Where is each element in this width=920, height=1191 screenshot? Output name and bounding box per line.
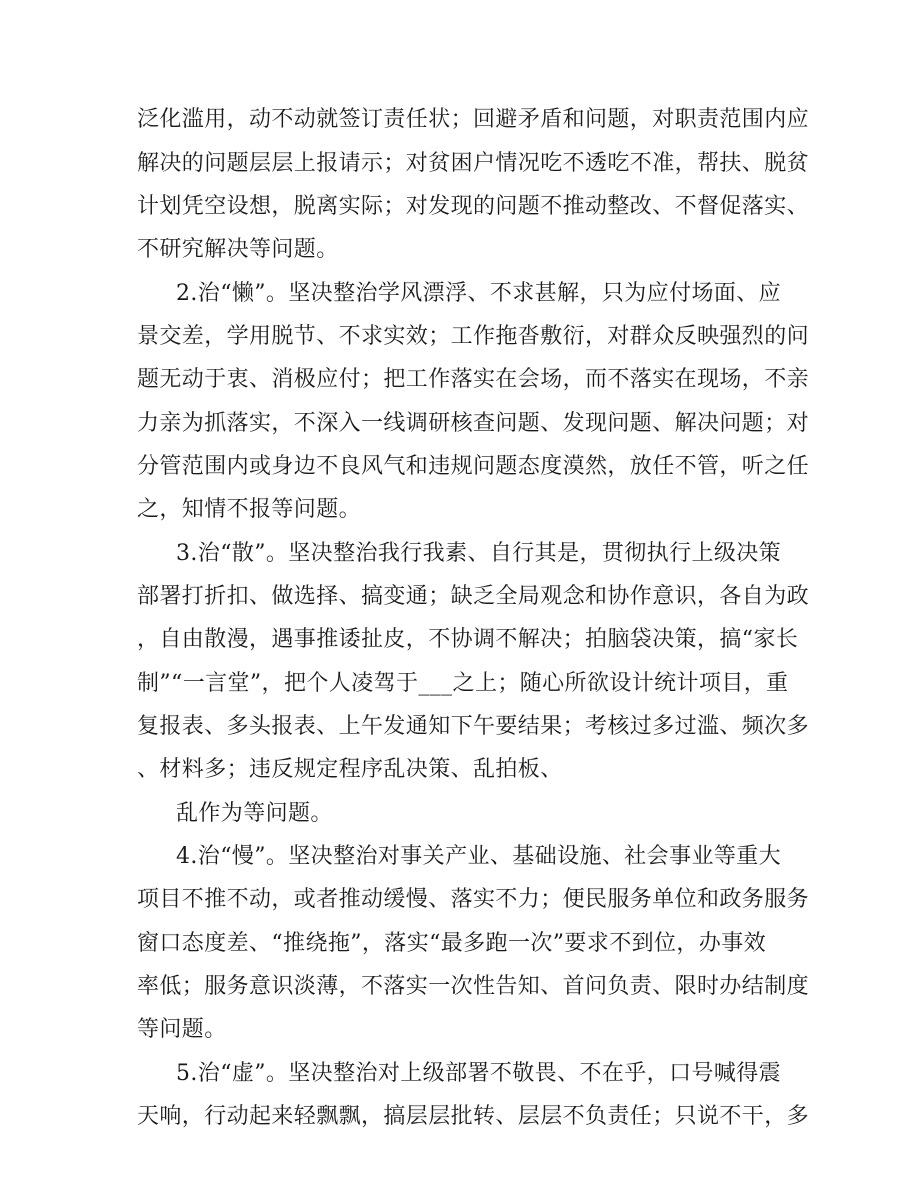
text-line: 力亲为抓落实，不深入一线调研核查问题、发现问题、解决问题；对	[137, 411, 810, 436]
text-line: 之，知情不报等问题。	[137, 497, 362, 522]
text-line: 分管范围内或身边不良风气和违规问题态度漠然，放任不管，听之任	[137, 454, 810, 479]
text-line: 部署打折扣、做选择、搞变通；缺乏全局观念和协作意识，各自为政	[137, 584, 810, 609]
text-line: ，自由散漫，遇事推诿扯皮，不协调不解决；拍脑袋决策，搞“家长	[137, 627, 799, 652]
text-line: 窗口态度差、“推绕拖”，落实“最多跑一次”要求不到位，办事效	[137, 931, 766, 956]
text-line: 复报表、多头报表、上午发通知下午要结果；考核过多过滥、频次多	[137, 714, 810, 739]
text-line: 项目不推不动，或者推动缓慢、落实不力；便民服务单位和政务服务	[137, 887, 810, 912]
paragraph-heading-line: 3.治“散”。坚决整治我行我素、自行其是，贯彻执行上级决策	[176, 541, 782, 566]
text-line: 率低；服务意识淡薄，不落实一次性告知、首问负责、限时办结制度	[137, 974, 810, 999]
text-line: 题无动于衷、消极应付；把工作落实在会场，而不落实在现场，不亲	[137, 367, 810, 392]
text-line: 泛化滥用，动不动就签订责任状；回避矛盾和问题，对职责范围内应	[137, 107, 810, 132]
paragraph-heading-line: 5.治“虚”。坚决整治对上级部署不敬畏、不在乎，口号喊得震	[176, 1061, 782, 1086]
text-line: 等问题。	[137, 1017, 227, 1042]
text-line: 解决的问题层层上报请示；对贫困户情况吃不透吃不准，帮扶、脱贫	[137, 151, 810, 176]
paragraph-heading-line: 2.治“懒”。坚决整治学风漂浮、不求甚解，只为应付场面、应	[176, 281, 782, 306]
text-line: 天响，行动起来轻飘飘，搞层层批转、层层不负责任；只说不干，多	[137, 1104, 810, 1129]
text-line: 计划凭空设想，脱离实际；对发现的问题不推动整改、不督促落实、	[137, 194, 810, 219]
paragraph-heading-line: 4.治“慢”。坚决整治对事关产业、基础设施、社会事业等重大	[176, 844, 782, 869]
text-line: 制”“一言堂”，把个人凌驾于___之上；随心所欲设计统计项目，重	[137, 671, 789, 696]
text-line: 、材料多；违反规定程序乱决策、乱拍板、	[137, 757, 563, 782]
text-line: 景交差，学用脱节、不求实效；工作拖沓敷衍，对群众反映强烈的问	[137, 324, 810, 349]
text-line: 乱作为等问题。	[176, 801, 333, 826]
text-line: 不研究解决等问题。	[137, 237, 339, 262]
